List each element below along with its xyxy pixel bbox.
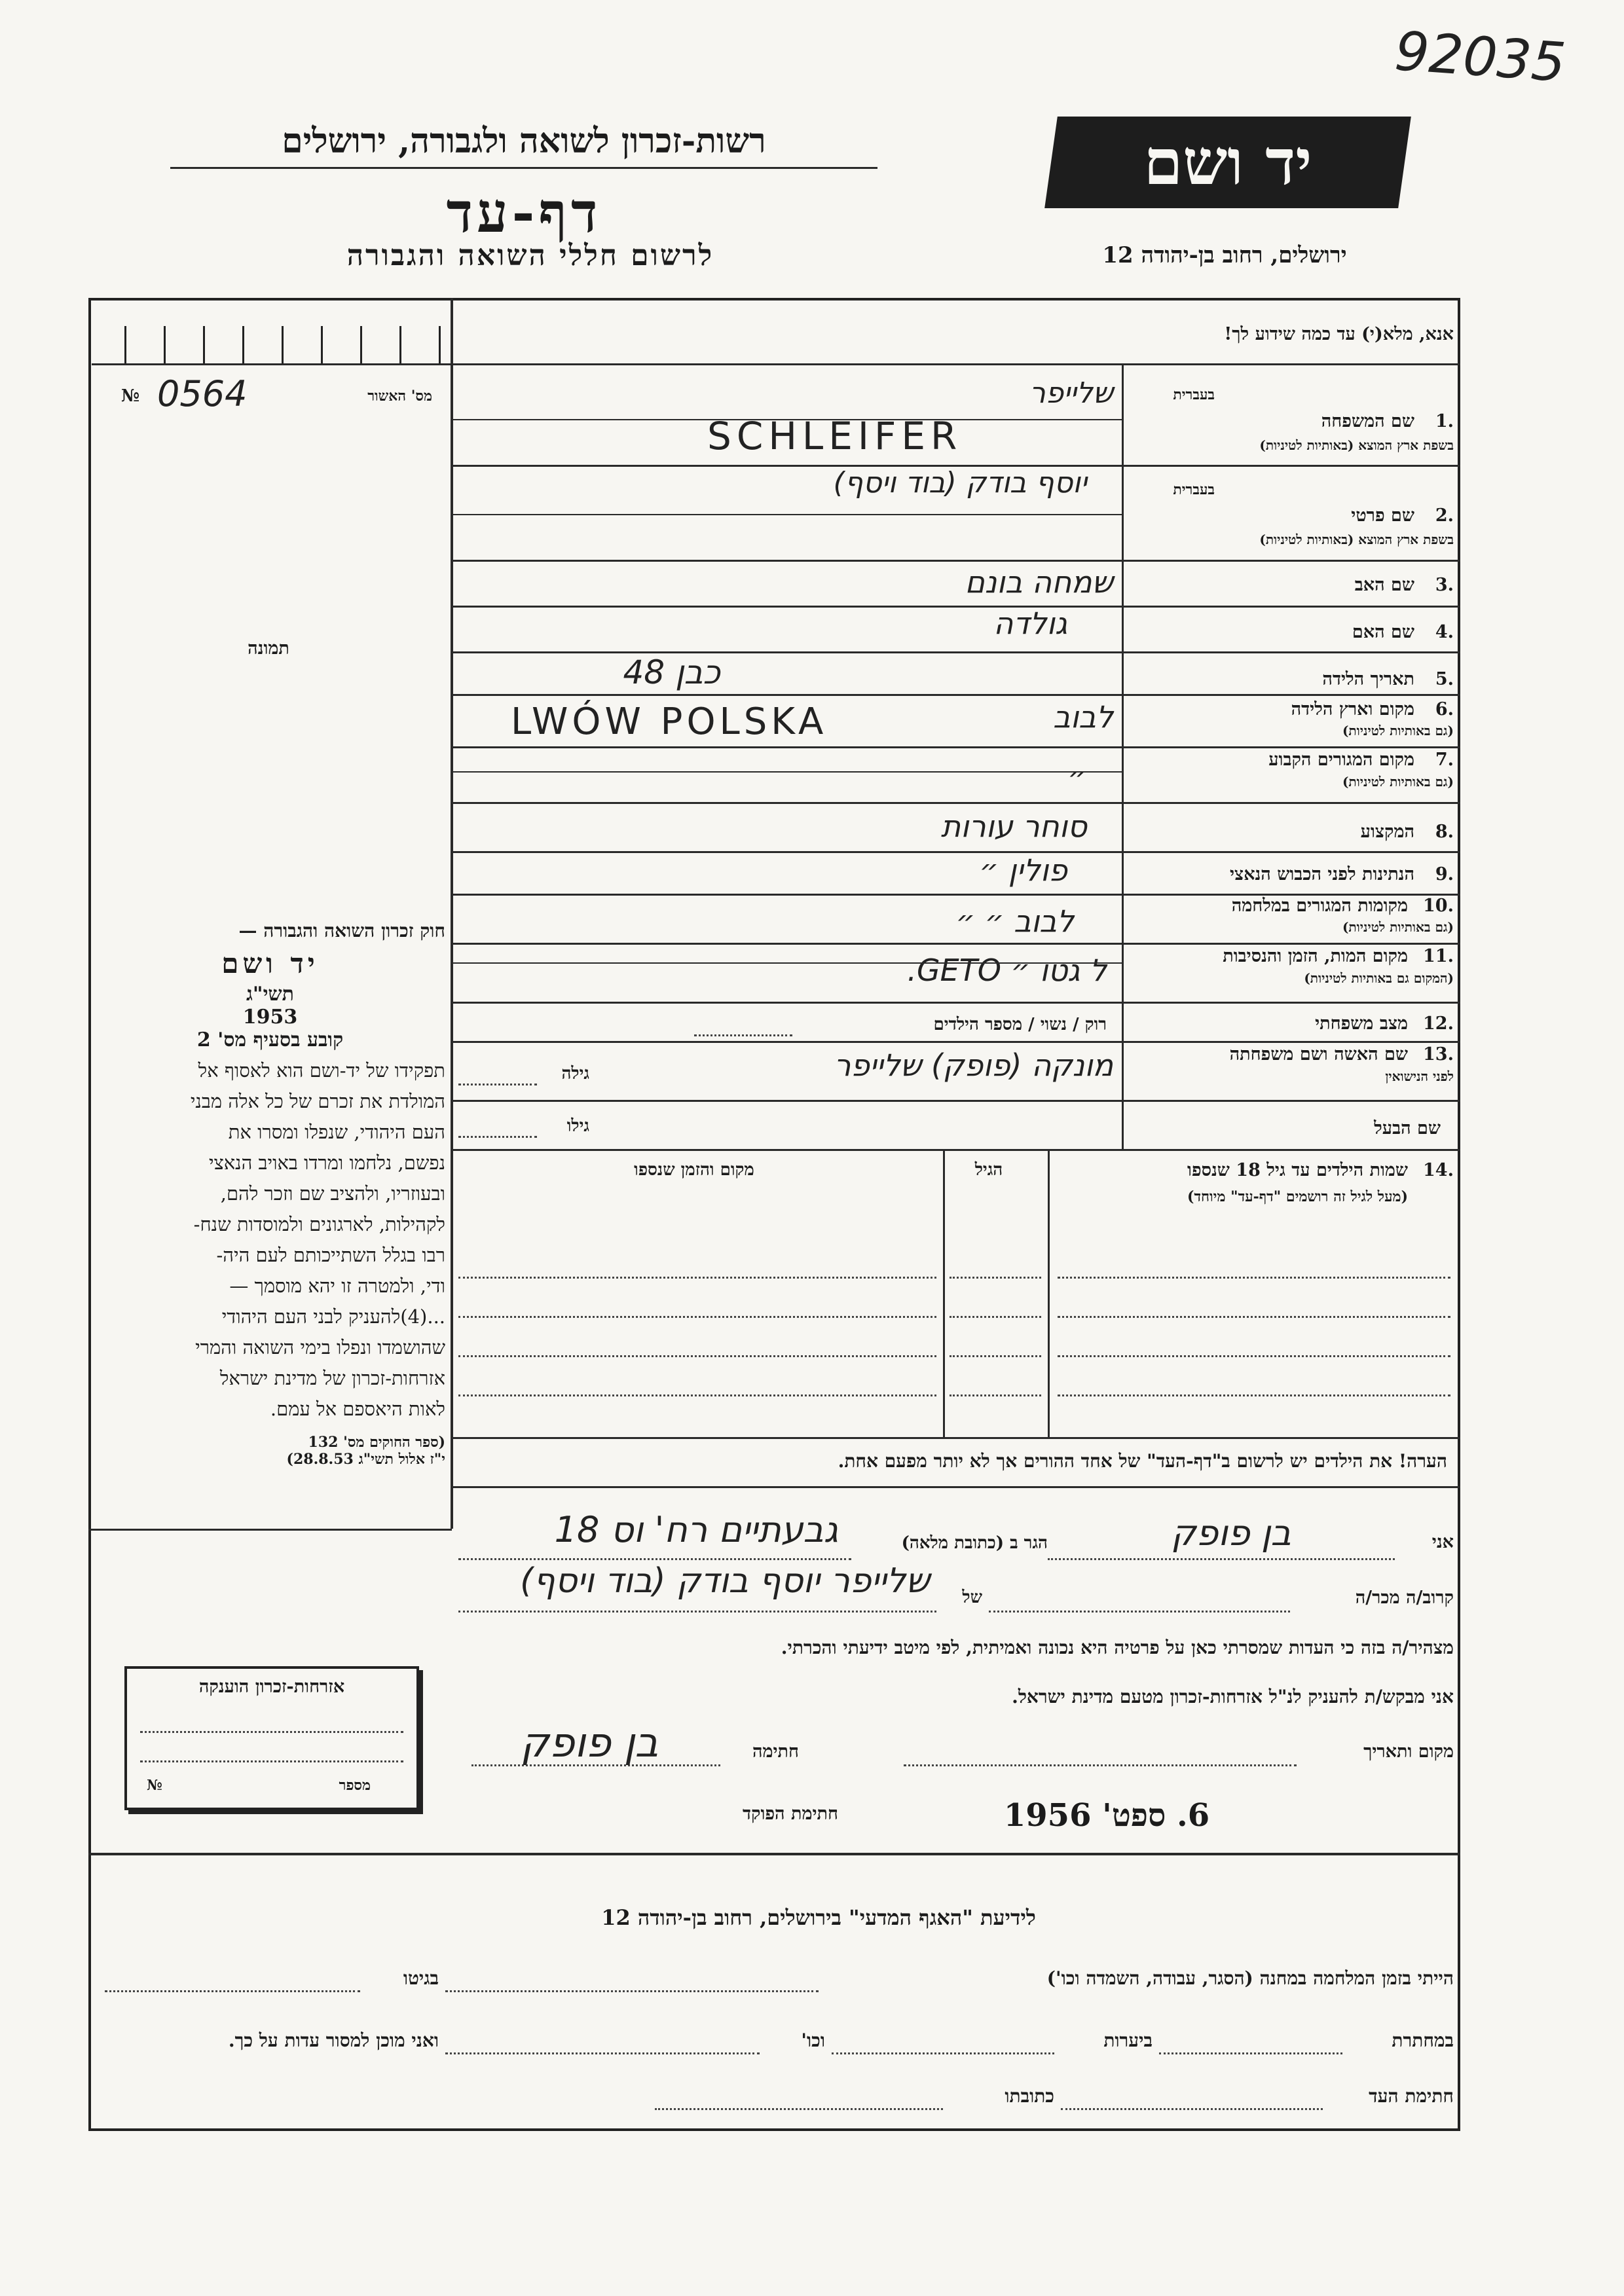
row-13-note: לפני הנישואין xyxy=(1385,1068,1454,1084)
row-13-label: שם האשה ושם משפחתה xyxy=(1229,1044,1408,1065)
row-13-number: 13. xyxy=(1423,1044,1454,1065)
law-line-3: העם היהודי, שנפלו ומסרו את xyxy=(228,1121,445,1143)
certificate-boxes xyxy=(92,300,449,365)
wife-age-label: גילה xyxy=(561,1064,589,1084)
bottom-line3-b: כתובתו xyxy=(1005,2085,1054,2107)
citizenship-number-mark: № xyxy=(147,1777,162,1794)
row-3-number: 3. xyxy=(1435,575,1454,595)
declarant-name: בן פופק xyxy=(1171,1512,1291,1554)
law-line-1: תפקידו של יד-ושם הוא לאסוף אל xyxy=(198,1059,445,1082)
surname-latin: SCHLEIFER xyxy=(707,414,963,458)
law-year: 1953 xyxy=(242,1006,298,1029)
latin-hint-7: (גם באותיות לטיניות) xyxy=(1342,774,1454,790)
row-10-label: מקומות המגורים במלחמה xyxy=(1231,896,1408,916)
logo-text: יד ושם xyxy=(1143,125,1312,199)
row-7-label: מקום המגורים הקבוע xyxy=(1268,750,1414,770)
law-line-10: שהושמדו ונפלו בימי השואה והמרי xyxy=(195,1336,445,1358)
row-11-number: 11. xyxy=(1423,946,1454,966)
certificate-label: מס' האשור xyxy=(367,388,432,405)
row-9-number: 9. xyxy=(1435,864,1454,884)
children-number: 14. xyxy=(1423,1160,1454,1180)
row-5-label: תאריך הלידה xyxy=(1322,669,1414,689)
citizenship-number-label: מספר xyxy=(339,1777,371,1794)
row-8-label: המקצוע xyxy=(1360,822,1414,842)
decl-relation-value: שלייפר יוסף בודק (בוד ויסף) xyxy=(520,1561,930,1601)
form-title: דף-עד xyxy=(446,180,602,245)
decl-relative: קרוב/ה מכר/ה xyxy=(1355,1588,1454,1608)
law-line-12: לאות היאספם אל עמם. xyxy=(270,1398,445,1420)
bottom-line3-a: חתימת העד xyxy=(1369,2085,1454,2107)
latin-hint-10: (גם באותיות לטיניות) xyxy=(1342,919,1454,935)
row-2-number: 2. xyxy=(1435,505,1454,526)
photo-label: תמונה xyxy=(248,638,289,659)
citizenship-title: אזרחות-זכרון הוענקה xyxy=(198,1677,345,1697)
law-box xyxy=(95,920,445,1483)
law-name: יד ושם xyxy=(221,947,319,979)
nationality-value: פולין ״ xyxy=(979,852,1067,888)
row-1-number: 1. xyxy=(1435,411,1454,431)
decl-request: אני מבקש/ת להעניק לנ"ל אזרחות-זכרון מטעם מדינת ישראל. xyxy=(1012,1686,1454,1707)
citizenship-box xyxy=(124,1666,419,1810)
bottom-line2-d: ואני מוכן למסור עדות על כך. xyxy=(228,2030,439,2051)
certificate-number: 0564 xyxy=(157,373,248,414)
archive-number: 92035 xyxy=(1393,20,1568,94)
law-line-2: המולדת את זכרם של כל אלה מבני xyxy=(190,1090,445,1112)
row-8-number: 8. xyxy=(1435,822,1454,842)
law-line-5: ובעוזריו, ולהציב שם וזכר להם, xyxy=(220,1182,445,1205)
row-5-number: 5. xyxy=(1435,669,1454,689)
decl-signature-label: חתימה xyxy=(752,1741,799,1762)
authority-name: רשות-זכרון לשואה ולגבורה, ירושלים xyxy=(282,121,766,161)
first-name-hebrew: יוסף בודק (בוד ויסף) xyxy=(833,466,1087,500)
hebrew-tag-2: בעברית xyxy=(1173,481,1215,498)
bottom-line2-b: ביערות xyxy=(1103,2030,1153,2051)
row-11-note: (המקום גם באותיות לטיניות) xyxy=(1304,970,1454,986)
decl-place-date: מקום ותאריך xyxy=(1363,1741,1454,1762)
hebrew-tag-1: בעברית xyxy=(1173,386,1215,403)
bottom-line2-a: במחתרת xyxy=(1392,2030,1454,2051)
children-title: שמות הילדים עד גיל 18 שנספו xyxy=(1187,1160,1408,1180)
law-section: קובע בסעיף מס' 2 xyxy=(196,1029,344,1051)
law-line-4: נפשם, נלחמו ומרדו באויב הנאצי xyxy=(208,1152,445,1174)
certificate-mark: № xyxy=(121,386,140,406)
law-line-7: רבו בגלל השתייכותם לעם היה- xyxy=(216,1244,445,1266)
surname-hebrew: שלייפר xyxy=(1029,376,1113,410)
children-remark: הערה! את הילדים יש לרשום ב"דף-העד" של אחד ההורים אך לא יותר מפעם אחת. xyxy=(838,1450,1447,1472)
death-place-value: ל גטו ״ GETO. xyxy=(907,953,1107,988)
bottom-line1-b: בגיטו xyxy=(403,1967,439,1989)
latin-hint-2: בשפת ארץ המוצא (באותיות לטיניות) xyxy=(1259,532,1454,547)
row-12-number: 12. xyxy=(1423,1013,1454,1034)
birth-place-hebrew: לבוב xyxy=(1053,699,1113,735)
row-3-label: שם האב xyxy=(1354,575,1414,595)
bottom-line1-a: הייתי בזמן המלחמה במחנה (הסגר, עבודה, השמדה וכו') xyxy=(1046,1967,1454,1989)
law-year-heb: תשי"ג xyxy=(246,983,294,1006)
latin-hint-1: בשפת ארץ המוצא (באותיות לטיניות) xyxy=(1259,437,1454,453)
decl-statement: מצהיר/ה בזה כי העדות שמסרתי כאן על פרטיה היא נכונה ואמיתית, לפי מיטב ידיעתי והכרתי. xyxy=(781,1637,1454,1658)
address: ירושלים, רחוב בן-יהודה 12 xyxy=(1102,242,1347,268)
wartime-residence-value: לבוב ״ ״ xyxy=(955,903,1074,939)
father-name-value: שמחה בונם xyxy=(965,564,1113,600)
profession-value: סוחר עורות xyxy=(940,809,1087,844)
row-9-label: הנתינות לפני הכבוש הנאצי xyxy=(1229,864,1414,884)
law-line-9: ...(4)להעניק לבני העם היהודי xyxy=(221,1305,445,1328)
row-4-label: שם האם xyxy=(1352,622,1414,642)
bottom-heading: לידיעת "האגף המדעי" בירושלים, רחוב בן-יהודה 12 xyxy=(601,1905,1036,1930)
husband-label: שם הבעל xyxy=(1374,1118,1441,1139)
law-ref-1: (ספר החוקים מס' 132 xyxy=(308,1434,445,1451)
children-place-header: מקום והזמן שנספו xyxy=(634,1160,754,1180)
plea-text: אנא, מלא(י) עד כמה שידוע לך! xyxy=(1224,324,1454,344)
law-line-8: ודי, ולמטרה זו יהא מוסמך — xyxy=(229,1275,445,1297)
law-title: חוק זכרון השואה והגבורה — xyxy=(238,920,445,941)
law-ref-2: י"ז אלול תשי"ג 28.8.53) xyxy=(286,1451,445,1468)
children-age-header: הגיל xyxy=(974,1160,1003,1180)
decl-signature-value: בן פופק xyxy=(520,1719,659,1766)
mother-name-value: גולדה xyxy=(993,606,1067,641)
row-1-label: שם המשפחה xyxy=(1321,411,1414,431)
form-subtitle: לרשום חללי השואה והגבורה xyxy=(346,239,714,272)
family-status-options: רוק / נשוי / מספר הילדים xyxy=(933,1015,1107,1034)
wife-name-value: מונקה (פופק) שלייפר xyxy=(834,1048,1113,1083)
law-line-6: לקהילות, לארגונים ולמוסדות שנח- xyxy=(193,1213,445,1235)
residence-value: ״ xyxy=(1067,759,1087,795)
decl-residing: הגר ב (כתובת מלאה) xyxy=(901,1533,1048,1553)
decl-of: של xyxy=(962,1588,982,1607)
row-6-label: מקום וארץ הלידה xyxy=(1291,699,1414,720)
birth-date-value: כבן 48 xyxy=(623,653,720,691)
row-7-number: 7. xyxy=(1435,750,1454,770)
birth-place-latin: LWÓW POLSKA xyxy=(511,701,828,743)
husband-age-label: גילו xyxy=(566,1116,589,1136)
decl-address-value: גבעתיים רח' וס 18 xyxy=(554,1509,838,1550)
row-10-number: 10. xyxy=(1423,896,1454,916)
latin-hint-6: (גם באותיות לטיניות) xyxy=(1342,723,1454,738)
row-6-number: 6. xyxy=(1435,699,1454,720)
stamp-date: 6. ספט' 1956 xyxy=(1003,1797,1210,1834)
row-4-number: 4. xyxy=(1435,622,1454,642)
row-11-label: מקום המות, הזמן והנסיבות xyxy=(1223,946,1408,966)
decl-ani: אני xyxy=(1431,1532,1454,1552)
law-line-11: אזרחות-זכרון של מדינת ישראל xyxy=(219,1367,445,1389)
row-2-label: שם פרטי xyxy=(1351,505,1414,526)
yad-vashem-logo xyxy=(1044,117,1411,208)
bottom-line2-c: וכו' xyxy=(801,2030,825,2051)
officer-signature-label: חתימת הפוקד xyxy=(743,1804,838,1824)
children-note: (מעל לגיל זה רושמים "דף-עד" מיוחד) xyxy=(1187,1188,1408,1205)
row-12-label: מצב משפחתי xyxy=(1315,1013,1408,1034)
